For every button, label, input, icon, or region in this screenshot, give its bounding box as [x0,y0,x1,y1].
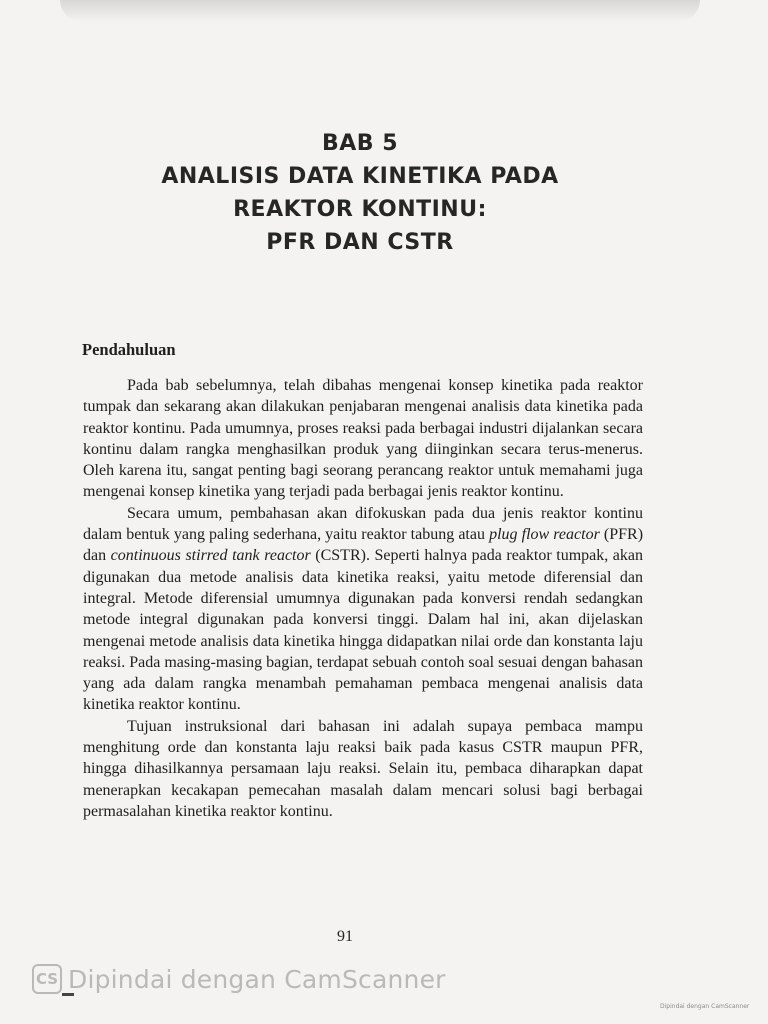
paragraph-2 [83,503,643,716]
chapter-title-line-3: PFR DAN CSTR [266,230,454,255]
chapter-title-line-1: ANALISIS DATA KINETIKA PADA [161,164,559,189]
paragraph-2-text-a: Secara umum, pembahasan akan difokuskan pada dua jenis reaktor kontinu dalam bentuk yang paling sederhana, yaitu reaktor tabung atau [83,504,643,544]
paragraph-1: Pada bab sebelumnya, telah dibahas mengenai konsep kinetika pada reaktor tumpak dan sekarang akan dilakukan penjabaran mengenai analisis data kinetika pada reaktor kontinu. Pada umumnya, proses reaksi pada berbagai industri dijalankan secara kontinu dalam rangka menghasilkan produk yang diinginkan secara terus-menerus. Oleh karena itu, sangat penting bagi seorang perancang reaktor untuk memahami juga mengenai konsep kinetika yang terjadi pada berbagai jenis reaktor kontinu. [83,377,643,501]
body-text [83,375,643,822]
camscanner-watermark [32,964,446,994]
scan-shadow [60,0,700,22]
watermark-text: Dipindai dengan CamScanner [68,964,446,994]
paragraph-2-text-b: (PFR) dan [83,526,644,565]
corner-watermark-text: Dipindai dengan CamScanner [660,1003,750,1010]
term-plug-flow-reactor: plug flow reactor [489,526,600,544]
camscanner-logo-icon: CS [32,964,62,994]
term-continuous-stirred-tank-reactor: continuous stirred tank reactor [110,547,311,565]
chapter-label: BAB 5 [321,131,399,156]
paragraph-3: Tujuan instruksional dari bahasan ini adalah supaya pembaca mampu menghitung orde dan konstanta laju reaksi baik pada kasus CSTR maupun PFR, hingga dihasilkannya persamaan laju reaksi. Selain itu, pembaca diharapkan dapat menerapkan kecakapan pemecahan masalah dalam mencari solusi bagi berbagai permasalahan kinetika reaktor kontinu. [83,717,643,820]
section-heading: Pendahuluan [82,340,176,359]
paragraph-2-text-c: (CSTR). Seperti halnya pada reaktor tumpak, akan digunakan dua metode analisis data kinetika reaksi, yaitu metode diferensial dan integral. Metode diferensial umumnya digunakan pada konversi rendah sedangkan metode integral digunakan pada konversi tinggi. Dalam hal ini, akan dijelaskan mengenai metode analisis data kinetika hingga didapatkan nilai orde dan konstanta laju reaksi. Pada masing-masing bagian, terdapat sebuah contoh soal sesuai dengan bahasan yang ada dalam rangka menambah pemahaman pembaca mengenai analisis data kinetika reaktor kontinu. [83,547,643,714]
chapter-title-line-2: REAKTOR KONTINU: [233,197,487,222]
chapter-heading [0,127,720,259]
page-number: 91 [337,928,353,945]
